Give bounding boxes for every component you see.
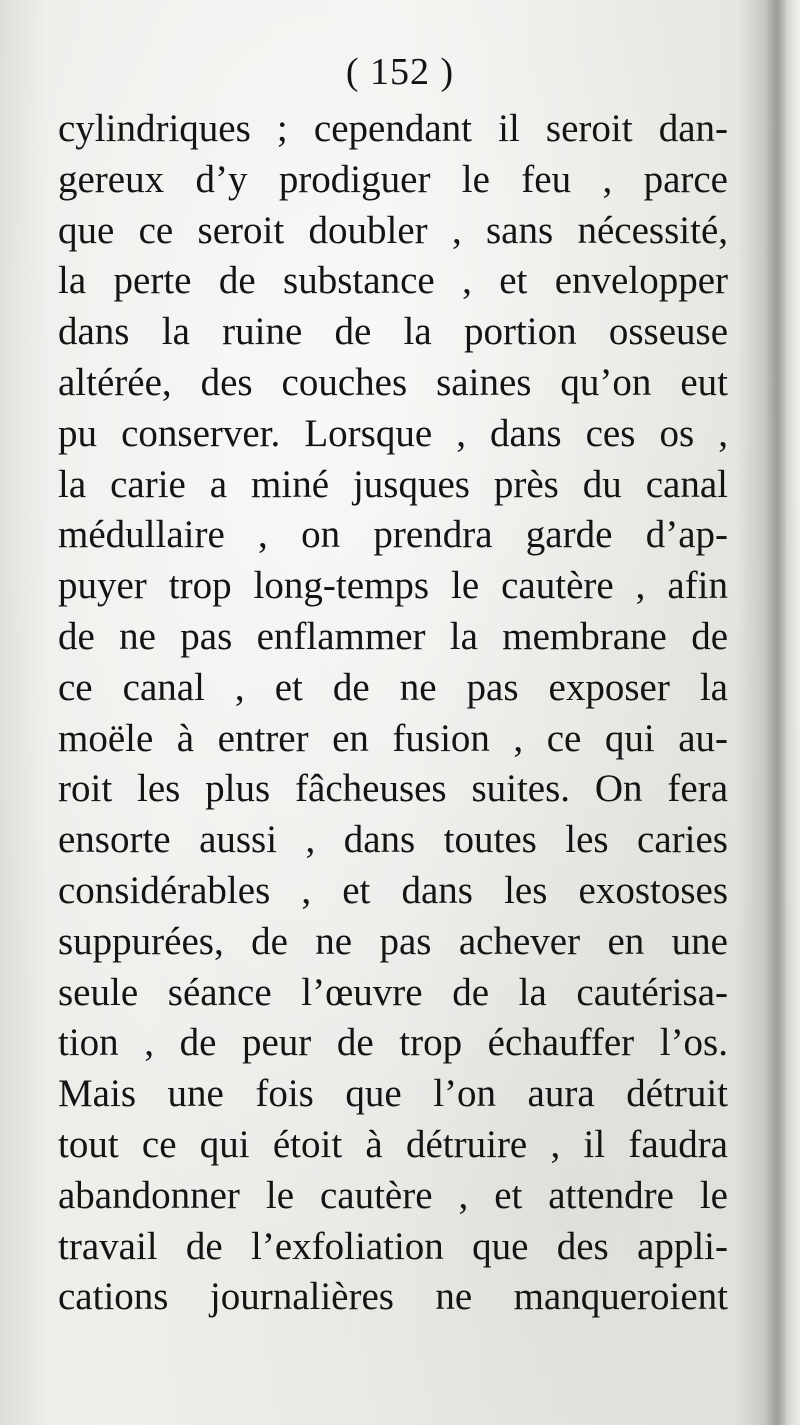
text-line: altérée, des couches saines qu’on eut (58, 360, 728, 404)
text-line: tout ce qui étoit à détruire , il faudra (58, 1122, 728, 1166)
text-line: abandonner le cautère , et attendre le (58, 1173, 728, 1217)
text-line: travail de l’exfoliation que des appli- (58, 1224, 728, 1268)
text-line: roit les plus fâcheuses suites. On fera (58, 767, 728, 811)
text-line: médullaire , on prendra garde d’ap- (58, 513, 728, 557)
text-line: ce canal , et de ne pas exposer la (58, 665, 728, 709)
text-line: de ne pas enflammer la membrane de (58, 614, 728, 658)
text-line: Mais une fois que l’on aura détruit (58, 1072, 728, 1116)
text-line: pu conserver. Lorsque , dans ces os , (58, 411, 728, 455)
text-line: puyer trop long-temps le cautère , afin (58, 564, 728, 608)
page-edge-shadow (764, 0, 786, 1425)
text-line: la carie a miné jusques près du canal (58, 462, 728, 506)
text-line: ensorte aussi , dans toutes les caries (58, 818, 728, 862)
text-line: gereux d’y prodiguer le feu , parce (58, 157, 728, 201)
page-number: ( 152 ) (345, 51, 455, 93)
text-line: la perte de substance , et envelopper (58, 259, 728, 303)
text-line: tion , de peur de trop échauffer l’os. (58, 1021, 728, 1065)
text-line: dans la ruine de la portion osseuse (58, 310, 728, 354)
text-line: seule séance l’œuvre de la cautérisa- (58, 970, 728, 1014)
text-line: suppurées, de ne pas achever en une (58, 919, 728, 963)
body-text (58, 104, 728, 1323)
text-line: cations journalières ne manqueroient (58, 1275, 728, 1319)
text-line: cylindriques ; cependant il seroit dan- (58, 107, 728, 150)
text-line: moële à entrer en fusion , ce qui au- (58, 716, 728, 760)
text-line: considérables , et dans les exostoses (58, 868, 728, 912)
text-line: que ce seroit doubler , sans nécessité, (58, 208, 728, 252)
